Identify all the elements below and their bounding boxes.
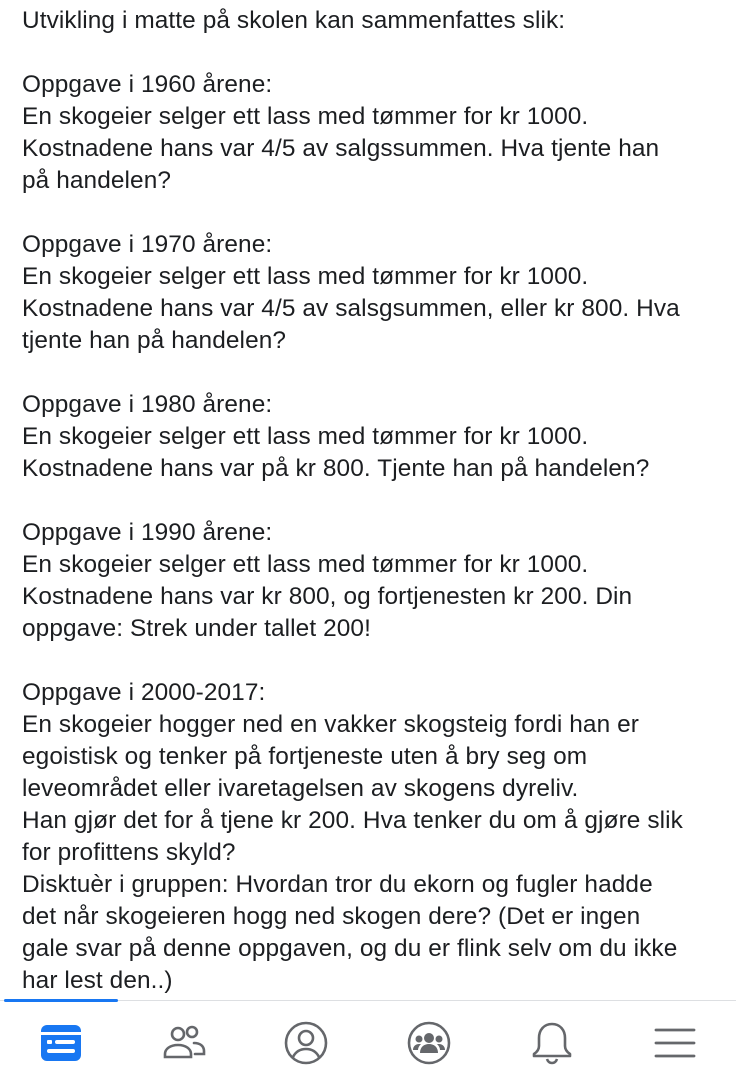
- active-tab-indicator: [4, 999, 118, 1002]
- blank-line: [22, 197, 722, 229]
- post-line: En skogeier selger ett lass med tømmer for kr 1000.: [22, 551, 589, 578]
- post-line: En skogeier hogger ned en vakker skogsteig fordi han er: [22, 711, 639, 738]
- post-line: Oppgave i 1960 årene:: [22, 71, 273, 98]
- post-line: på handelen?: [22, 167, 172, 194]
- post-line: Oppgave i 2000-2017:: [22, 679, 266, 706]
- post-line: Han gjør det for å tjene kr 200. Hva tenker du om å gjøre slik: [22, 807, 683, 834]
- post-line: leveområdet eller ivaretagelsen av skogens dyreliv.: [22, 775, 579, 802]
- post-line: det når skogeieren hogg ned skogen dere? (Det er ingen: [22, 903, 641, 930]
- menu-icon: [651, 1019, 699, 1067]
- news-feed-icon: [37, 1019, 85, 1067]
- blank-line: [22, 645, 722, 677]
- post-line: Kostnadene hans var 4/5 av salsgsummen, eller kr 800. Hva: [22, 295, 680, 322]
- post-line: oppgave: Strek under tallet 200!: [22, 615, 371, 642]
- tab-profile[interactable]: [282, 1019, 330, 1067]
- bottom-tab-bar: [0, 1000, 736, 1081]
- post-line: Utvikling i matte på skolen kan sammenfattes slik:: [22, 7, 566, 34]
- post-text: [22, 5, 722, 997]
- post-line: gale svar på denne oppgaven, og du er flink selv om du ikke: [22, 935, 678, 962]
- post-line: En skogeier selger ett lass med tømmer for kr 1000.: [22, 423, 589, 450]
- blank-line: [22, 485, 722, 517]
- post-line: Kostnadene hans var kr 800, og fortjenesten kr 200. Din: [22, 583, 633, 610]
- post-line: Oppgave i 1970 årene:: [22, 231, 273, 258]
- notifications-bell-icon: [528, 1019, 576, 1067]
- post-line: Oppgave i 1980 årene:: [22, 391, 273, 418]
- tab-menu[interactable]: [651, 1019, 699, 1067]
- post-line: Kostnadene hans var 4/5 av salgssummen. Hva tjente han: [22, 135, 660, 162]
- post-line: Oppgave i 1990 årene:: [22, 519, 273, 546]
- post-line: En skogeier selger ett lass med tømmer for kr 1000.: [22, 263, 589, 290]
- post-line: En skogeier selger ett lass med tømmer for kr 1000.: [22, 103, 589, 130]
- tab-notifications[interactable]: [528, 1019, 576, 1067]
- friends-icon: [160, 1019, 208, 1067]
- tab-groups[interactable]: [405, 1019, 453, 1067]
- tab-friends[interactable]: [160, 1019, 208, 1067]
- post-line: tjente han på handelen?: [22, 327, 287, 354]
- blank-line: [22, 357, 722, 389]
- blank-line: [22, 37, 722, 69]
- groups-icon: [405, 1019, 453, 1067]
- post-line: Kostnadene hans var på kr 800. Tjente han på handelen?: [22, 455, 650, 482]
- profile-icon: [282, 1019, 330, 1067]
- post-line: Disktuèr i gruppen: Hvordan tror du ekorn og fugler hadde: [22, 871, 653, 898]
- post-line: for profittens skyld?: [22, 839, 236, 866]
- post-line: egoistisk og tenker på fortjeneste uten å bry seg om: [22, 743, 588, 770]
- post-line: har lest den..): [22, 967, 173, 994]
- tab-news-feed[interactable]: [37, 1019, 85, 1067]
